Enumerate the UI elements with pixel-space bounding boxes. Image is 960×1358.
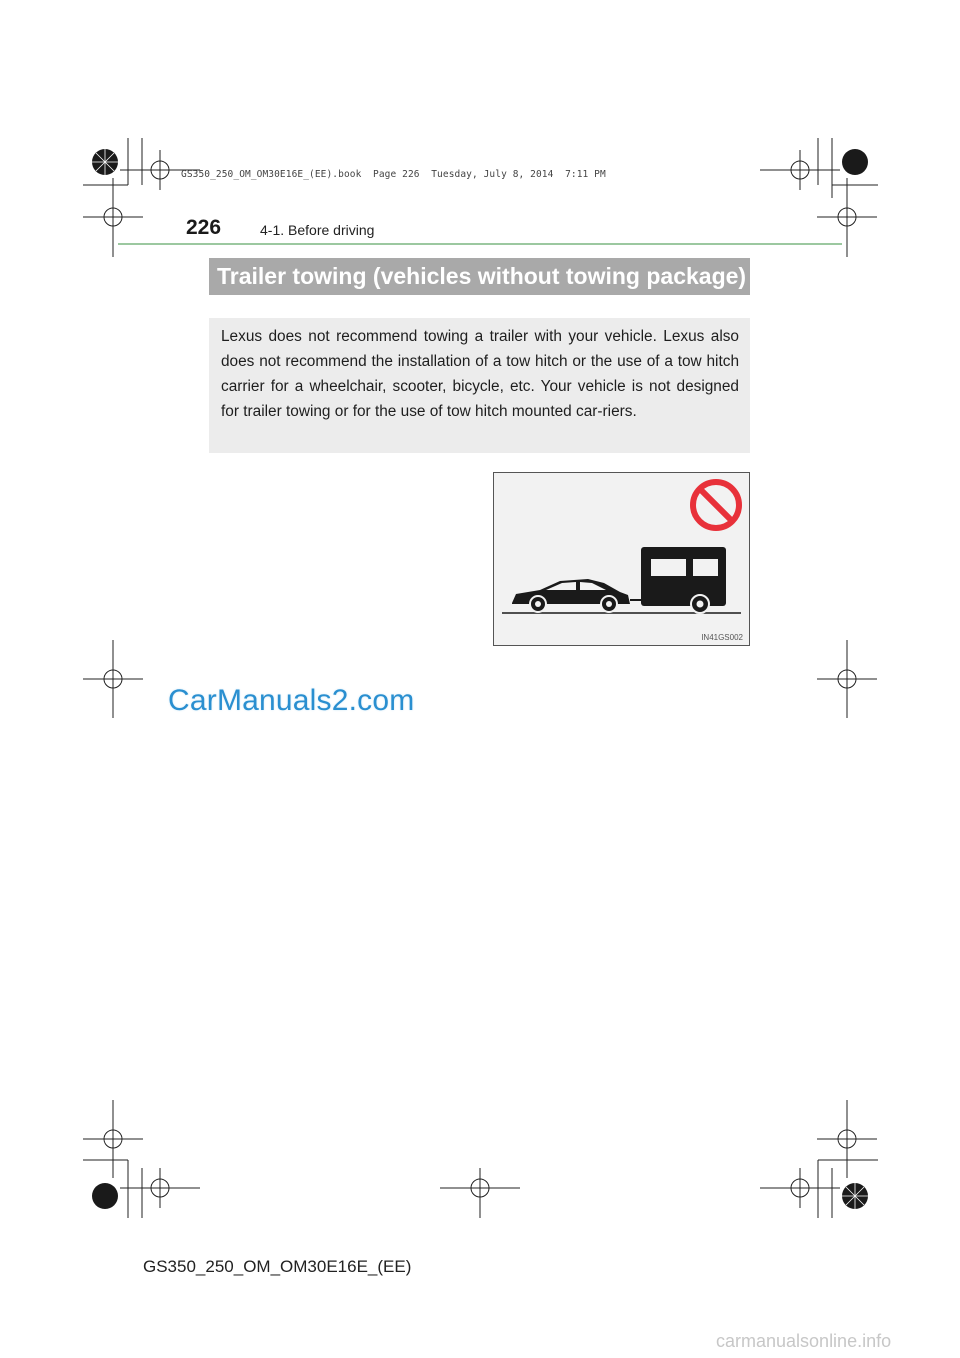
- footer-document-id: GS350_250_OM_OM30E16E_(EE): [143, 1257, 412, 1276]
- prohibited-icon: [693, 482, 739, 528]
- watermark-link[interactable]: CarManuals2.com: [168, 684, 415, 717]
- page-number: 226: [186, 216, 222, 239]
- trailer-icon: [641, 547, 726, 613]
- footer-site-watermark: carmanualsonline.info: [716, 1331, 892, 1351]
- intro-text: Lexus does not recommend towing a trailer with your vehicle. Lexus also does not recommend the installation of a tow hitch or the use of a tow hitch carrier for a wheelchair, scooter, bicycle, etc. Your vehicle is not designed for trailer towing or for the use of tow hitch mounted car-riers.: [221, 328, 739, 420]
- trailer-towing-illustration: [493, 472, 750, 646]
- section-title: Trailer towing (vehicles without towing package): [209, 258, 750, 295]
- intro-notice-box: [209, 318, 750, 453]
- section-breadcrumb: 4-1. Before driving: [260, 222, 375, 238]
- car-icon: [512, 579, 644, 612]
- header-divider: [118, 243, 842, 245]
- figure-code: IN41GS002: [701, 633, 743, 642]
- printer-slug-line: GS350_250_OM_OM30E16E_(EE).book Page 226 Tuesday, July 8, 2014 7:11 PM: [181, 169, 606, 180]
